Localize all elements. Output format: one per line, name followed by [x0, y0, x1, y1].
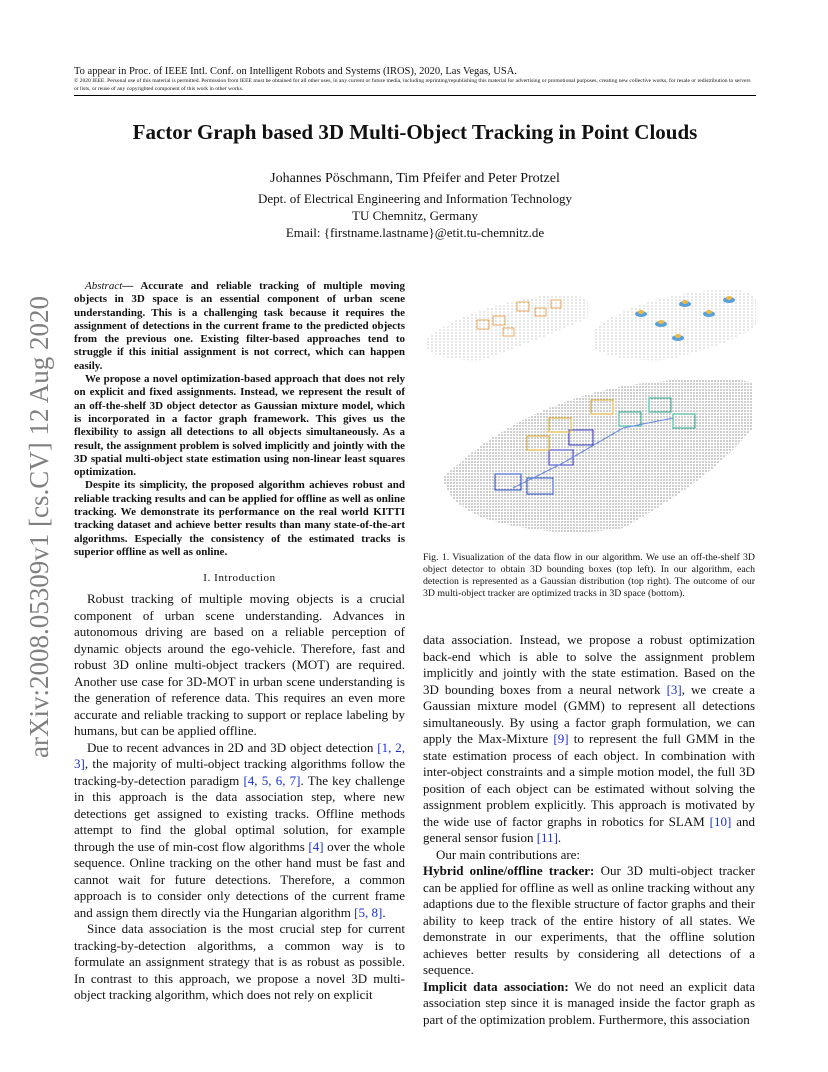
- gaussian-cloud-topright: [593, 290, 756, 361]
- intro-p2: Due to recent advances in 2D and 3D object detection [1, 2, 3], the majority of multi-object tracking algorithms follow the tracking-by-detection paradigm [4, 5, 6, 7]. The key challenge in this approach is the data association step, where new detections get assigned to existing tracks. Offline methods attempt to find the global optimal solution, for example through the use of min-cost flow algorithms [4] over the whole sequence. Online tracking on the other hand must be fast and cannot wait for future detections. Therefore, a common approach is to consider only detections of the current frame and assign them directly via the Hungarian algorithm [5, 8].: [74, 739, 405, 920]
- citation-link[interactable]: [11]: [536, 830, 558, 845]
- citation-link[interactable]: [5, 8]: [354, 904, 383, 920]
- affiliation-dept: Dept. of Electrical Engineering and Information Technology: [258, 191, 572, 206]
- abstract-p2: We propose a novel optimization-based approach that does not rely on explicit and fixed assignments. Instead, we represent the result of an off-the-shelf 3D object detector as Gaussian mixture model, which is incorporated in a factor graph framework. This gives us the flexibility to assign all detections to all objects simultaneously. As a result, the assignment problem is solved implicitly and jointly with the 3D spatial multi-object state estimation using non-linear least squares optimization.: [74, 373, 405, 479]
- affiliation-email: Email: {firstname.lastname}@etit.tu-chemnitz.de: [285, 225, 545, 240]
- venue-note: To appear in Proc. of IEEE Intl. Conf. on Intelligent Robots and Systems (IROS), 2020, Las Vegas, USA.: [74, 66, 517, 77]
- citation-link[interactable]: [4]: [308, 838, 324, 854]
- contribution-hybrid-head: Hybrid online/offline tracker:: [423, 863, 595, 878]
- author-list: Johannes Pöschmann, Tim Pfeifer and Peter Protzel: [270, 171, 560, 186]
- contribution-implicit: Implicit data association: We do not need an explicit data association step since it is managed inside the factor graph as part of the optimization problem. Furthermore, this association: [423, 978, 755, 1027]
- citation-link[interactable]: [10]: [709, 813, 732, 829]
- affiliation: [74, 190, 756, 241]
- copyright-note: © 2020 IEEE. Personal use of this material is permitted. Permission from IEEE must be obtained for all other uses, in any current or future media, including reprinting/republishing this material for advertising or promotional purposes, creating new collective works, for resale or redistribution to servers or lists, or reuse of any copyrighted component of this work in other works.: [74, 78, 751, 92]
- citation-link[interactable]: [4, 5, 6, 7]: [243, 772, 301, 788]
- left-column: [74, 280, 405, 1004]
- point-cloud-figure: [423, 278, 757, 540]
- detection-cloud-topleft: [425, 295, 588, 361]
- citation-link[interactable]: [9]: [553, 731, 569, 746]
- contribution-implicit-head: Implicit data association:: [423, 978, 569, 994]
- header-divider: [74, 95, 756, 96]
- arxiv-stamp: [22, 278, 54, 758]
- right-column: [423, 632, 755, 1028]
- abstract-p1: Abstract— Accurate and reliable tracking of multiple moving objects in 3D space is an essential component of urban scene understanding. This is a challenging task because it requires the assignment of detections in the current frame to the predicted objects from the previous one. Existing filter-based approaches tend to struggle if this initial assignment is not correct, which can happen easily.: [74, 280, 405, 372]
- right-p1: data association. Instead, we propose a robust optimization back-end which is able to solve the assignment problem implicitly and jointly with the state estimation. Based on the 3D bounding boxes from a neural network [3], we create a Gaussian mixture model (GMM) to represent all detections simultaneously. By using a factor graph formulation, we can apply the Max-Mixture [9] to represent the full GMM in the state estimation process of each object. In combination with inter-object constraints and a simple motion model, the full 3D position of each object can be estimated without solving the assignment problem explicitly. This approach is motivated by the wide use of factor graphs in robotics for SLAM [10] and general sensor fusion [11].: [423, 632, 756, 845]
- right-p2: Our main contributions are:: [436, 846, 581, 862]
- figure-caption: Fig. 1. Visualization of the data flow in our algorithm. We use an off-the-shelf 3D object detector to obtain 3D bounding boxes (top left). In our algorithm, each detection is represented as a Gaussian distribution (top right). The outcome of our 3D multi-object tracker are optimized tracks in 3D space (bottom).: [423, 552, 755, 599]
- track-cloud-bottom: [443, 379, 753, 532]
- intro-p1: Robust tracking of multiple moving objects is a crucial component of urban scene understanding. Advances in autonomous driving are based on a reliable perception of dynamic objects around the ego-vehicle. Therefore, fast and robust 3D online multi-object trackers (MOT) are required. Another use case for 3D-MOT in urban scene understanding is the generation of reference data. This requires an even more accurate and reliable tracking to support or replace labeling by humans, but can be applied offline.: [74, 591, 405, 739]
- citation-link[interactable]: [3]: [666, 681, 682, 697]
- section-heading-introduction: I. Introduction: [203, 572, 276, 585]
- contribution-hybrid: Hybrid online/offline tracker: Our 3D multi-object tracker can be applied for offline as well as online tracking without any adaptions due to the flexible structure of factor graphs and their ability to keep track of the entire history of all states. We demonstrate in our experiments, that the offline solution achieves better results by considering all detections of a sequence.: [423, 863, 755, 977]
- paper-title: Factor Graph based 3D Multi-Object Tracking in Point Clouds: [132, 120, 698, 144]
- intro-p3: Since data association is the most crucial step for current tracking-by-detection algorithms, a common way is to formulate an assignment strategy that is as robust as possible. In contrast to this approach, we propose a novel 3D multi-object tracking algorithm, which does not rely on explicit: [74, 921, 405, 1003]
- citation-link[interactable]: [1, 2, 3]: [74, 739, 405, 772]
- abstract-label: Abstract: [85, 280, 123, 292]
- affiliation-univ: TU Chemnitz, Germany: [352, 208, 478, 223]
- arxiv-stamp-text: arXiv:2008.05309v1 [cs.CV] 12 Aug 2020: [24, 296, 54, 758]
- abstract-p3: Despite its simplicity, the proposed algorithm achieves robust and reliable tracking results and can be applied for offline as well as online tracking. We demonstrate its performance on the real world KITTI tracking dataset and achieve better results than many state-of-the-art algorithms. Especially the consistency of the estimated tracks is superior offline as well as online.: [74, 479, 405, 558]
